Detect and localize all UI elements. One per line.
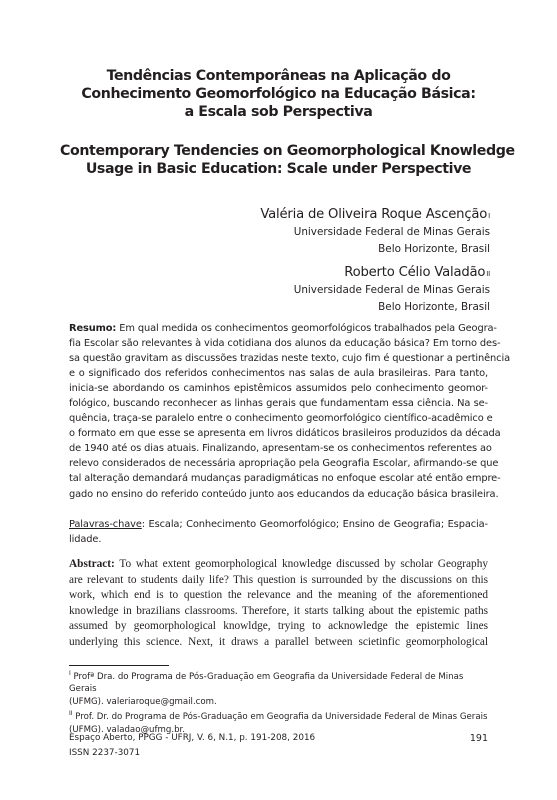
resumo-line: tal alteração demandará mudanças paradigmáticas no enfoque escolar até então empre-: [69, 473, 501, 485]
footnote-mark: II: [69, 710, 73, 718]
author-city: Belo Horizonte, Brasil: [378, 243, 490, 255]
author-institution: Universidade Federal de Minas Gerais: [293, 284, 490, 296]
resumo-line: inicia-se abordando os caminhos epistêmicos assumidos pelo conhecimento geomor-: [69, 383, 488, 395]
resumo-line: fológico, buscando reconhecer as linhas gerais que fundamentam essa ciência. Na se-: [69, 398, 488, 410]
footnote-text: Prof. Dr. do Programa de Pós-Graduação em Geografia da Universidade Federal de Minas Gerais: [75, 712, 488, 723]
title-english: [60, 142, 515, 178]
resumo-line: de 1940 até os dias atuais. Finalizando, apresentam-se os conhecimentos referentes ao: [69, 443, 492, 455]
abstract-line: assumed by geomorphological knowldge, trying to acknowledge the epistemic lines: [69, 620, 488, 633]
author-2: [294, 264, 490, 316]
author-mark: II: [486, 270, 490, 278]
abstract-line: knowledge in brazilians classrooms. Therefore, it starts talking about the epistemic paths: [69, 604, 488, 617]
author-mark: I: [488, 212, 490, 220]
resumo-line: relevo considerados de necessária apropriação pela Geografia Escolar, afirmando-se que: [69, 458, 499, 470]
footnote-text: (UFMG). valadao@ufmg.br.: [69, 724, 186, 735]
resumo-label: Resumo:: [69, 323, 117, 334]
resumo-line: o formato em que esse se apresenta em livros didáticos brasileiros produzidos da década: [69, 428, 501, 440]
title-en-line: Contemporary Tendencies on Geomorphological Knowledge: [60, 143, 515, 159]
keywords-label: Palavras-chave: [69, 519, 142, 530]
footnote-text: (UFMG). valeriaroque@gmail.com.: [69, 696, 217, 707]
page-footer: [69, 731, 488, 761]
resumo-line: gado no ensino do referido conteúdo junto aos educandos da educação básica brasileira.: [69, 488, 499, 500]
resumo-line: e o significado dos referidos conhecimentos nas salas de aula brasileiras. Para tanto,: [69, 368, 488, 380]
abstract-line: underlying this science. Next, it draws a parallel between scietinfic geomorphological: [69, 635, 488, 648]
title-pt-line: Conhecimento Geomorfológico na Educação Básica:: [81, 86, 476, 102]
resumo-line: Em qual medida os conhecimentos geomorfológicos trabalhados pela Geogra-: [116, 323, 497, 334]
issn: ISSN 2237-3071: [69, 748, 141, 758]
resumo-line: quência, traça-se paralelo entre o conhecimento geomorfológico científico-acadêmico e: [69, 413, 493, 425]
author-name-text: Roberto Célio Valadão: [344, 265, 486, 280]
resumo-paragraph: [69, 321, 510, 502]
abstract-line: work, which end is to question the relevance and the meaning of the aforementioned: [69, 589, 488, 602]
abstract-paragraph: [69, 557, 488, 650]
footnote-mark: I: [69, 670, 71, 677]
title-portuguese: [60, 67, 497, 121]
footnote-divider: [69, 665, 169, 666]
keywords-line: lidade.: [69, 534, 102, 546]
keywords-line: : Escala; Conhecimento Geomorfológico; Ensino de Geografia; Espacia-: [141, 519, 488, 530]
author-name: [294, 264, 490, 282]
abstract-line: are relevant to students daily life? This question is surrounded by the discussions on this: [69, 573, 488, 586]
title-en-line: Usage in Basic Education: Scale under Perspective: [85, 161, 472, 177]
author-institution: Universidade Federal de Minas Gerais: [293, 226, 490, 238]
author-1: [260, 206, 490, 258]
journal-citation: Espaço Aberto, PPGG - UFRJ, V. 6, N.1, p. 191-208, 2016: [69, 733, 316, 743]
title-pt-line: Tendências Contemporâneas na Aplicação do: [106, 68, 451, 84]
page-number: 191: [469, 733, 488, 744]
author-name-text: Valéria de Oliveira Roque Ascenção: [260, 207, 488, 222]
title-pt-line: a Escala sob Perspectiva: [184, 104, 373, 120]
author-name: [260, 206, 490, 224]
footnote-text: Profª Dra. do Programa de Pós-Graduação em Geografia da Universidade Federal de Minas Gerais: [69, 671, 464, 695]
resumo-line: sa questão gravitam as discussões trazidas neste texto, cujo fim é questionar a pertinência: [69, 353, 510, 365]
abstract-label: Abstract:: [69, 558, 115, 570]
author-city: Belo Horizonte, Brasil: [378, 301, 490, 313]
resumo-line: fia Escolar são relevantes à vida cotidiana dos alunos da educação básica? Em torno des-: [69, 338, 501, 350]
footnotes: [69, 668, 490, 736]
abstract-line: To what extent geomorphological knowledge discussed by scholar Geography: [114, 558, 488, 570]
keywords-paragraph: [69, 517, 488, 547]
footnote-1: [69, 668, 490, 708]
